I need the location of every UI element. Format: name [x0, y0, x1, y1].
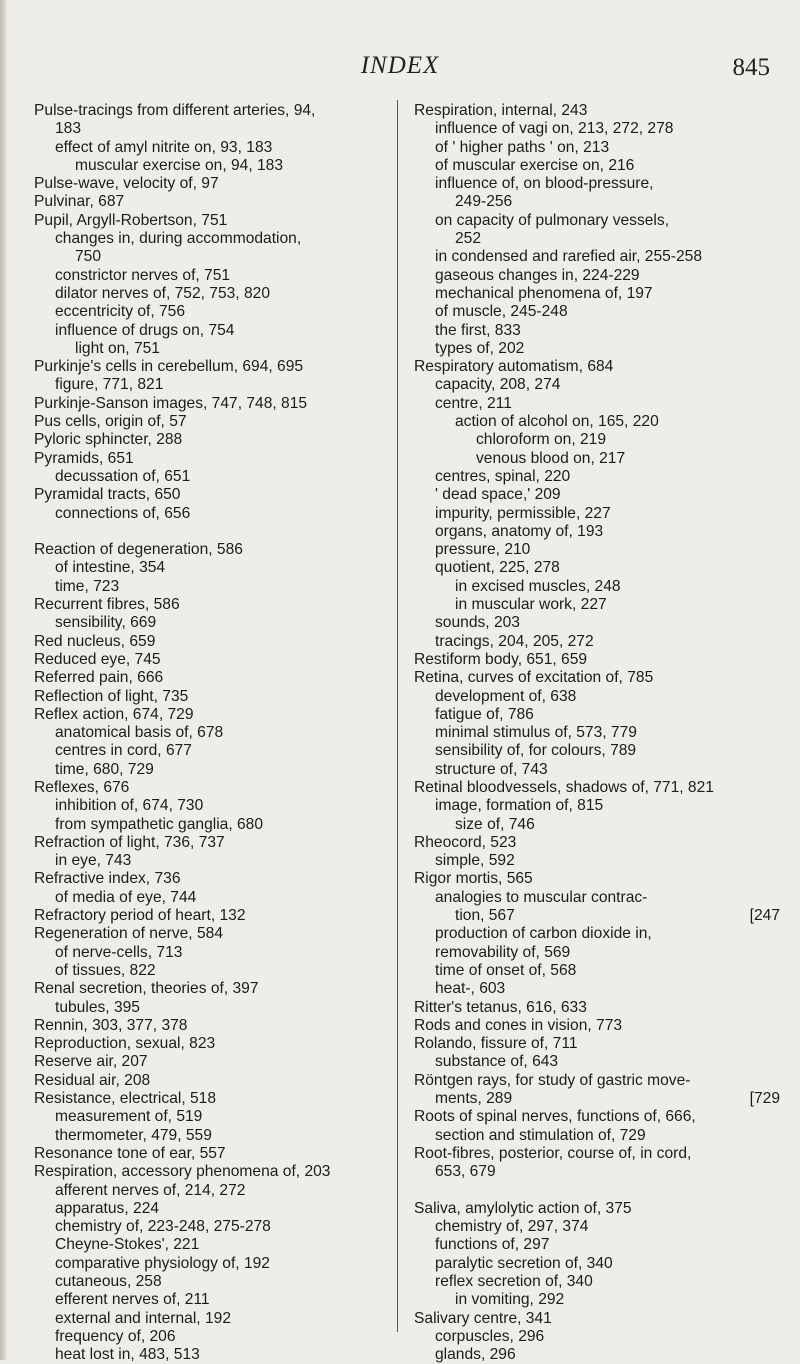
index-entry — [34, 688, 400, 706]
index-entry-text: dilator nerves of, 752, 753, 820 — [55, 284, 270, 302]
index-entry — [34, 450, 400, 468]
index-entry-text: of tissues, 822 — [55, 961, 156, 979]
index-entry — [34, 1218, 400, 1236]
index-entry — [414, 907, 780, 925]
index-entry — [414, 742, 780, 760]
index-entry — [34, 706, 400, 724]
index-entry — [414, 1236, 780, 1254]
index-entry-text: Reaction of degeneration, 586 — [34, 541, 243, 559]
index-entry — [414, 376, 780, 394]
index-entry-text: tion, 567 — [455, 907, 515, 925]
index-entry-text: Respiratory automatism, 684 — [414, 358, 614, 376]
index-entry — [34, 761, 400, 779]
index-entry — [34, 742, 400, 760]
index-entry — [34, 1328, 400, 1346]
index-entry — [414, 1255, 780, 1273]
index-entry — [34, 322, 400, 340]
index-entry — [414, 193, 780, 211]
index-entry-text: anatomical basis of, 678 — [55, 724, 224, 742]
index-entry-text: corpuscles, 296 — [435, 1327, 545, 1345]
index-entry — [414, 614, 780, 632]
index-entry-text: of media of eye, 744 — [55, 888, 197, 906]
index-entry-text: Reflex action, 674, 729 — [34, 705, 194, 723]
index-entry-text: time, 723 — [55, 577, 120, 595]
index-entry — [414, 797, 780, 815]
index-entry-text: of ' higher paths ' on, 213 — [435, 138, 610, 156]
index-entry-text: substance of, 643 — [435, 1053, 559, 1071]
index-entry-text: from sympathetic ganglia, 680 — [55, 815, 264, 833]
index-entry-text: minimal stimulus of, 573, 779 — [435, 724, 637, 742]
index-entry — [414, 1017, 780, 1035]
index-entry — [34, 980, 400, 998]
index-entry-text: tubules, 395 — [55, 998, 140, 1016]
index-entry-text: Purkinje-Sanson images, 747, 748, 815 — [34, 394, 308, 412]
index-entry-text: afferent nerves of, 214, 272 — [55, 1181, 246, 1199]
index-entry — [34, 944, 400, 962]
index-entry-text: tracings, 204, 205, 272 — [435, 632, 594, 650]
index-entry-text: 750 — [75, 248, 102, 266]
index-entry — [34, 303, 400, 321]
index-entry-text: in muscular work, 227 — [455, 596, 607, 614]
index-entry — [414, 559, 780, 577]
index-entry — [414, 870, 780, 888]
index-entry — [34, 175, 400, 193]
index-entry-text: Pyramidal tracts, 650 — [34, 486, 181, 504]
index-entry — [34, 1127, 400, 1145]
index-entry-text: heat lost in, 483, 513 — [55, 1346, 200, 1364]
index-entry — [414, 468, 780, 486]
index-entry — [34, 395, 400, 413]
index-entry — [34, 285, 400, 303]
index-entry — [414, 852, 780, 870]
index-entry-text: Retina, curves of excitation of, 785 — [414, 669, 654, 687]
index-entry-text: 183 — [55, 120, 82, 138]
index-entry-text: analogies to muscular contrac- — [435, 888, 648, 906]
index-entry — [414, 157, 780, 175]
page-title: INDEX — [360, 52, 440, 79]
index-entry-text: centres in cord, 677 — [55, 742, 192, 760]
index-entry-text: mechanical phenomena of, 197 — [435, 284, 653, 302]
index-entry — [414, 285, 780, 303]
index-entry-text: thermometer, 479, 559 — [55, 1126, 212, 1144]
index-entry — [414, 980, 780, 998]
index-entry — [414, 358, 780, 376]
index-entry-text: centres, spinal, 220 — [435, 467, 571, 485]
index-entry-text: sensibility, 669 — [55, 614, 157, 632]
index-entry-text: decussation of, 651 — [55, 467, 191, 485]
index-entry — [414, 1163, 780, 1181]
index-entry — [414, 651, 780, 669]
index-entry — [34, 248, 400, 266]
index-entry-text: centre, 211 — [435, 394, 512, 412]
index-entry-text: Rods and cones in vision, 773 — [414, 1016, 623, 1034]
index-entry — [34, 724, 400, 742]
index-entry — [414, 267, 780, 285]
index-entry — [34, 1200, 400, 1218]
index-entry — [34, 358, 400, 376]
index-entry-text: Resistance, electrical, 518 — [34, 1090, 217, 1108]
index-entry-text: influence of, on blood-pressure, — [435, 175, 654, 193]
index-entry — [414, 248, 780, 266]
index-entry — [414, 102, 780, 120]
index-entry — [34, 797, 400, 815]
index-entry-text: Referred pain, 666 — [34, 669, 164, 687]
index-entry — [34, 376, 400, 394]
index-entry — [414, 1127, 780, 1145]
index-entry-text: heat-, 603 — [435, 980, 506, 998]
running-head — [0, 52, 800, 92]
index-entry-text: Refractive index, 736 — [34, 870, 181, 888]
index-entry-text: Pyloric sphincter, 288 — [34, 431, 183, 449]
index-entry — [414, 944, 780, 962]
index-entry — [34, 1346, 400, 1364]
index-entry-text: Pulvinar, 687 — [34, 193, 125, 211]
index-entry-text: reflex secretion of, 340 — [435, 1273, 593, 1290]
index-entry — [34, 413, 400, 431]
index-entry-text: on capacity of pulmonary vessels, — [435, 211, 670, 229]
index-entry-text: figure, 771, 821 — [55, 376, 164, 394]
index-entry — [34, 1072, 400, 1090]
runover-page-ref: [247 — [749, 907, 780, 925]
index-entry-text: ments, 289 — [435, 1090, 513, 1108]
index-entry — [414, 322, 780, 340]
index-entry — [34, 852, 400, 870]
index-entry — [414, 212, 780, 230]
index-entry — [34, 578, 400, 596]
index-entry — [34, 870, 400, 888]
index-entry — [34, 1053, 400, 1071]
index-entry — [34, 925, 400, 943]
index-entry-text: Rheocord, 523 — [414, 833, 517, 851]
index-entry-text: connections of, 656 — [55, 504, 191, 522]
index-entry-text: ' dead space,' 209 — [435, 486, 561, 504]
index-entry-text: Salivary centre, 341 — [414, 1309, 552, 1327]
index-entry — [34, 1017, 400, 1035]
index-entry — [34, 559, 400, 577]
section-gap — [34, 523, 400, 541]
index-entry-text: fatigue of, 786 — [435, 705, 534, 723]
index-entry-text: apparatus, 224 — [55, 1199, 160, 1217]
index-entry-text: external and internal, 192 — [55, 1309, 231, 1327]
index-entry-text: Resonance tone of ear, 557 — [34, 1144, 226, 1162]
index-entry — [34, 1236, 400, 1254]
index-entry — [414, 1273, 780, 1291]
index-entry — [34, 999, 400, 1017]
index-entry — [414, 962, 780, 980]
index-entry — [414, 1218, 780, 1236]
index-entry-text: Pus cells, origin of, 57 — [34, 413, 187, 431]
index-entry — [34, 486, 400, 504]
index-entry-text: Residual air, 208 — [34, 1071, 151, 1089]
index-column-left — [34, 102, 400, 1364]
index-entry-text: muscular exercise on, 94, 183 — [75, 156, 284, 174]
index-entry-text: production of carbon dioxide in, — [435, 925, 652, 943]
index-entry — [414, 578, 780, 596]
index-entry-text: of intestine, 354 — [55, 559, 166, 577]
index-entry-text: in vomiting, 292 — [455, 1291, 565, 1309]
index-entry-text: Roots of spinal nerves, functions of, 666, — [414, 1108, 696, 1126]
index-entry — [414, 523, 780, 541]
index-entry — [34, 651, 400, 669]
index-entry — [414, 1108, 780, 1126]
index-entry-text: Rigor mortis, 565 — [414, 870, 533, 888]
index-entry-text: capacity, 208, 274 — [435, 376, 561, 394]
index-entry-text: 252 — [455, 230, 482, 248]
index-entry-text: Retinal bloodvessels, shadows of, 771, 821 — [414, 778, 714, 796]
index-entry — [34, 669, 400, 687]
index-entry — [414, 303, 780, 321]
index-entry — [414, 1200, 780, 1218]
index-entry — [414, 688, 780, 706]
index-column-right — [414, 102, 780, 1364]
index-entry — [34, 1145, 400, 1163]
index-entry — [414, 139, 780, 157]
index-entry — [34, 1090, 400, 1108]
index-entry-text: size of, 746 — [455, 815, 535, 833]
index-entry-text: chemistry of, 297, 374 — [435, 1218, 589, 1236]
index-entry — [34, 468, 400, 486]
index-entry-text: image, formation of, 815 — [435, 797, 604, 815]
index-entry-text: cutaneous, 258 — [55, 1273, 162, 1290]
index-entry-text: of muscular exercise on, 216 — [435, 156, 635, 174]
index-entry-text: Cheyne-Stokes', 221 — [55, 1236, 200, 1254]
index-entry — [34, 157, 400, 175]
index-entry-text: measurement of, 519 — [55, 1108, 203, 1126]
index-entry-text: in eye, 743 — [55, 852, 132, 870]
index-entry-text: inhibition of, 674, 730 — [55, 797, 204, 815]
index-entry-text: Refractory period of heart, 132 — [34, 907, 246, 925]
index-entry — [34, 431, 400, 449]
index-entry — [414, 1291, 780, 1309]
index-entry — [34, 139, 400, 157]
index-entry — [414, 1328, 780, 1346]
index-entry — [414, 413, 780, 431]
index-entry — [414, 1310, 780, 1328]
index-entry-text: influence of vagi on, 213, 272, 278 — [435, 120, 674, 138]
index-entry-text: Rennin, 303, 377, 378 — [34, 1016, 188, 1034]
index-entry-text: time, 680, 729 — [55, 760, 154, 778]
index-entry-text: Restiform body, 651, 659 — [414, 650, 588, 668]
index-entry — [414, 724, 780, 742]
index-entry — [34, 779, 400, 797]
page-edge-shadow — [0, 0, 7, 1360]
index-entry-text: Reflexes, 676 — [34, 778, 130, 796]
index-entry-text: efferent nerves of, 211 — [55, 1291, 210, 1309]
index-entry — [414, 395, 780, 413]
section-gap — [414, 1182, 780, 1200]
index-entry — [414, 1035, 780, 1053]
index-entry-text: sensibility of, for colours, 789 — [435, 742, 637, 760]
index-entry — [414, 779, 780, 797]
index-entry — [414, 505, 780, 523]
index-entry — [414, 1145, 780, 1163]
index-entry — [34, 505, 400, 523]
index-entry — [34, 102, 400, 120]
index-entry — [34, 1163, 400, 1181]
index-entry-text: Pyramids, 651 — [34, 449, 134, 467]
index-entry — [414, 706, 780, 724]
index-entry — [34, 614, 400, 632]
index-entry-text: Pulse-tracings from different arteries, 94, — [34, 102, 316, 119]
index-entry — [414, 761, 780, 779]
index-entry-text: Refraction of light, 736, 737 — [34, 833, 225, 851]
index-entry — [34, 889, 400, 907]
index-entry-text: Regeneration of nerve, 584 — [34, 925, 223, 943]
index-entry — [34, 1035, 400, 1053]
index-entry-text: paralytic secretion of, 340 — [435, 1254, 613, 1272]
index-entry-text: 249-256 — [455, 193, 513, 211]
index-entry-text: quotient, 225, 278 — [435, 559, 560, 577]
index-entry-text: action of alcohol on, 165, 220 — [455, 413, 659, 431]
index-entry-text: in condensed and rarefied air, 255-258 — [435, 248, 703, 266]
index-entry — [414, 834, 780, 852]
index-entry-text: comparative physiology of, 192 — [55, 1254, 270, 1272]
index-entry — [414, 450, 780, 468]
index-entry-text: Recurrent fibres, 586 — [34, 596, 180, 614]
index-entry — [34, 816, 400, 834]
index-entry — [414, 669, 780, 687]
index-entry — [414, 486, 780, 504]
index-entry-text: Reduced eye, 745 — [34, 650, 161, 668]
index-entry-text: frequency of, 206 — [55, 1327, 176, 1345]
index-entry-text: section and stimulation of, 729 — [435, 1126, 646, 1144]
index-entry-text: chloroform on, 219 — [476, 431, 607, 449]
index-entry-text: the first, 833 — [435, 321, 521, 339]
index-entry-text: Pulse-wave, velocity of, 97 — [34, 175, 219, 193]
index-entry — [414, 816, 780, 834]
index-entry-text: organs, anatomy of, 193 — [435, 522, 604, 540]
index-entry — [414, 1072, 780, 1090]
index-entry-text: Renal secretion, theories of, 397 — [34, 980, 259, 998]
index-entry — [34, 633, 400, 651]
index-entry-text: glands, 296 — [435, 1346, 516, 1364]
index-entry — [34, 212, 400, 230]
index-entry — [414, 340, 780, 358]
index-entry — [414, 431, 780, 449]
index-entry — [414, 541, 780, 559]
index-entry — [34, 1310, 400, 1328]
index-entry-text: Reflection of light, 735 — [34, 687, 189, 705]
index-entry-text: venous blood on, 217 — [476, 449, 626, 467]
index-entry-text: Röntgen rays, for study of gastric move- — [414, 1071, 691, 1089]
index-entry-text: simple, 592 — [435, 852, 515, 870]
index-entry-text: Pupil, Argyll-Robertson, 751 — [34, 211, 228, 229]
index-entry — [414, 230, 780, 248]
index-entry — [34, 230, 400, 248]
index-entry-text: Reproduction, sexual, 823 — [34, 1035, 216, 1053]
index-entry-text: 653, 679 — [435, 1163, 496, 1181]
index-entry-text: effect of amyl nitrite on, 93, 183 — [55, 138, 273, 156]
page-number: 845 — [732, 54, 770, 81]
index-entry-text: pressure, 210 — [435, 541, 531, 559]
index-entry — [414, 889, 780, 907]
index-entry-text: constrictor nerves of, 751 — [55, 266, 231, 284]
index-entry-text: in excised muscles, 248 — [455, 577, 621, 595]
runover-page-ref: [729 — [749, 1090, 780, 1108]
index-entry-text: development of, 638 — [435, 687, 577, 705]
index-entry-text: eccentricity of, 756 — [55, 303, 186, 321]
index-entry — [34, 541, 400, 559]
index-entry-text: types of, 202 — [435, 339, 525, 357]
index-entry — [34, 120, 400, 138]
index-entry-text: of muscle, 245-248 — [435, 303, 568, 321]
index-entry — [34, 340, 400, 358]
index-entry-text: removability of, 569 — [435, 943, 571, 961]
index-entry-text: Saliva, amylolytic action of, 375 — [414, 1199, 632, 1217]
index-entry-text: changes in, during accommodation, — [55, 230, 302, 248]
index-entry-text: light on, 751 — [75, 339, 160, 357]
index-entry-text: Ritter's tetanus, 616, 633 — [414, 998, 587, 1016]
index-entry-text: Purkinje's cells in cerebellum, 694, 695 — [34, 358, 304, 376]
index-entry-text: gaseous changes in, 224-229 — [435, 266, 640, 284]
index-entry-text: Reserve air, 207 — [34, 1053, 148, 1071]
index-entry — [34, 1273, 400, 1291]
index-entry — [34, 267, 400, 285]
index-entry-text: functions of, 297 — [435, 1236, 550, 1254]
index-entry-text: Root-fibres, posterior, course of, in cord, — [414, 1144, 692, 1162]
index-entry-text: Respiration, accessory phenomena of, 203 — [34, 1163, 331, 1181]
index-entry — [414, 999, 780, 1017]
index-entry — [414, 1090, 780, 1108]
index-entry — [414, 1346, 780, 1364]
index-entry — [414, 120, 780, 138]
index-entry — [34, 1255, 400, 1273]
index-entry — [34, 1108, 400, 1126]
index-entry-text: Respiration, internal, 243 — [414, 102, 588, 119]
index-entry — [34, 962, 400, 980]
index-entry-text: influence of drugs on, 754 — [55, 321, 235, 339]
index-entry — [414, 596, 780, 614]
index-entry — [34, 907, 400, 925]
index-entry-text: chemistry of, 223-248, 275-278 — [55, 1218, 271, 1236]
index-entry — [34, 834, 400, 852]
index-entry — [414, 925, 780, 943]
index-entry-text: of nerve-cells, 713 — [55, 943, 183, 961]
index-entry-text: impurity, permissible, 227 — [435, 504, 611, 522]
index-entry-text: Red nucleus, 659 — [34, 632, 156, 650]
index-entry-text: sounds, 203 — [435, 614, 520, 632]
index-entry-text: time of onset of, 568 — [435, 961, 577, 979]
index-entry-text: Rolando, fissure of, 711 — [414, 1035, 578, 1053]
index-entry — [34, 1182, 400, 1200]
index-entry — [414, 1053, 780, 1071]
index-entry — [414, 633, 780, 651]
index-entry — [34, 596, 400, 614]
index-entry — [34, 1291, 400, 1309]
index-entry-text: structure of, 743 — [435, 760, 548, 778]
index-entry — [414, 175, 780, 193]
index-entry — [34, 193, 400, 211]
